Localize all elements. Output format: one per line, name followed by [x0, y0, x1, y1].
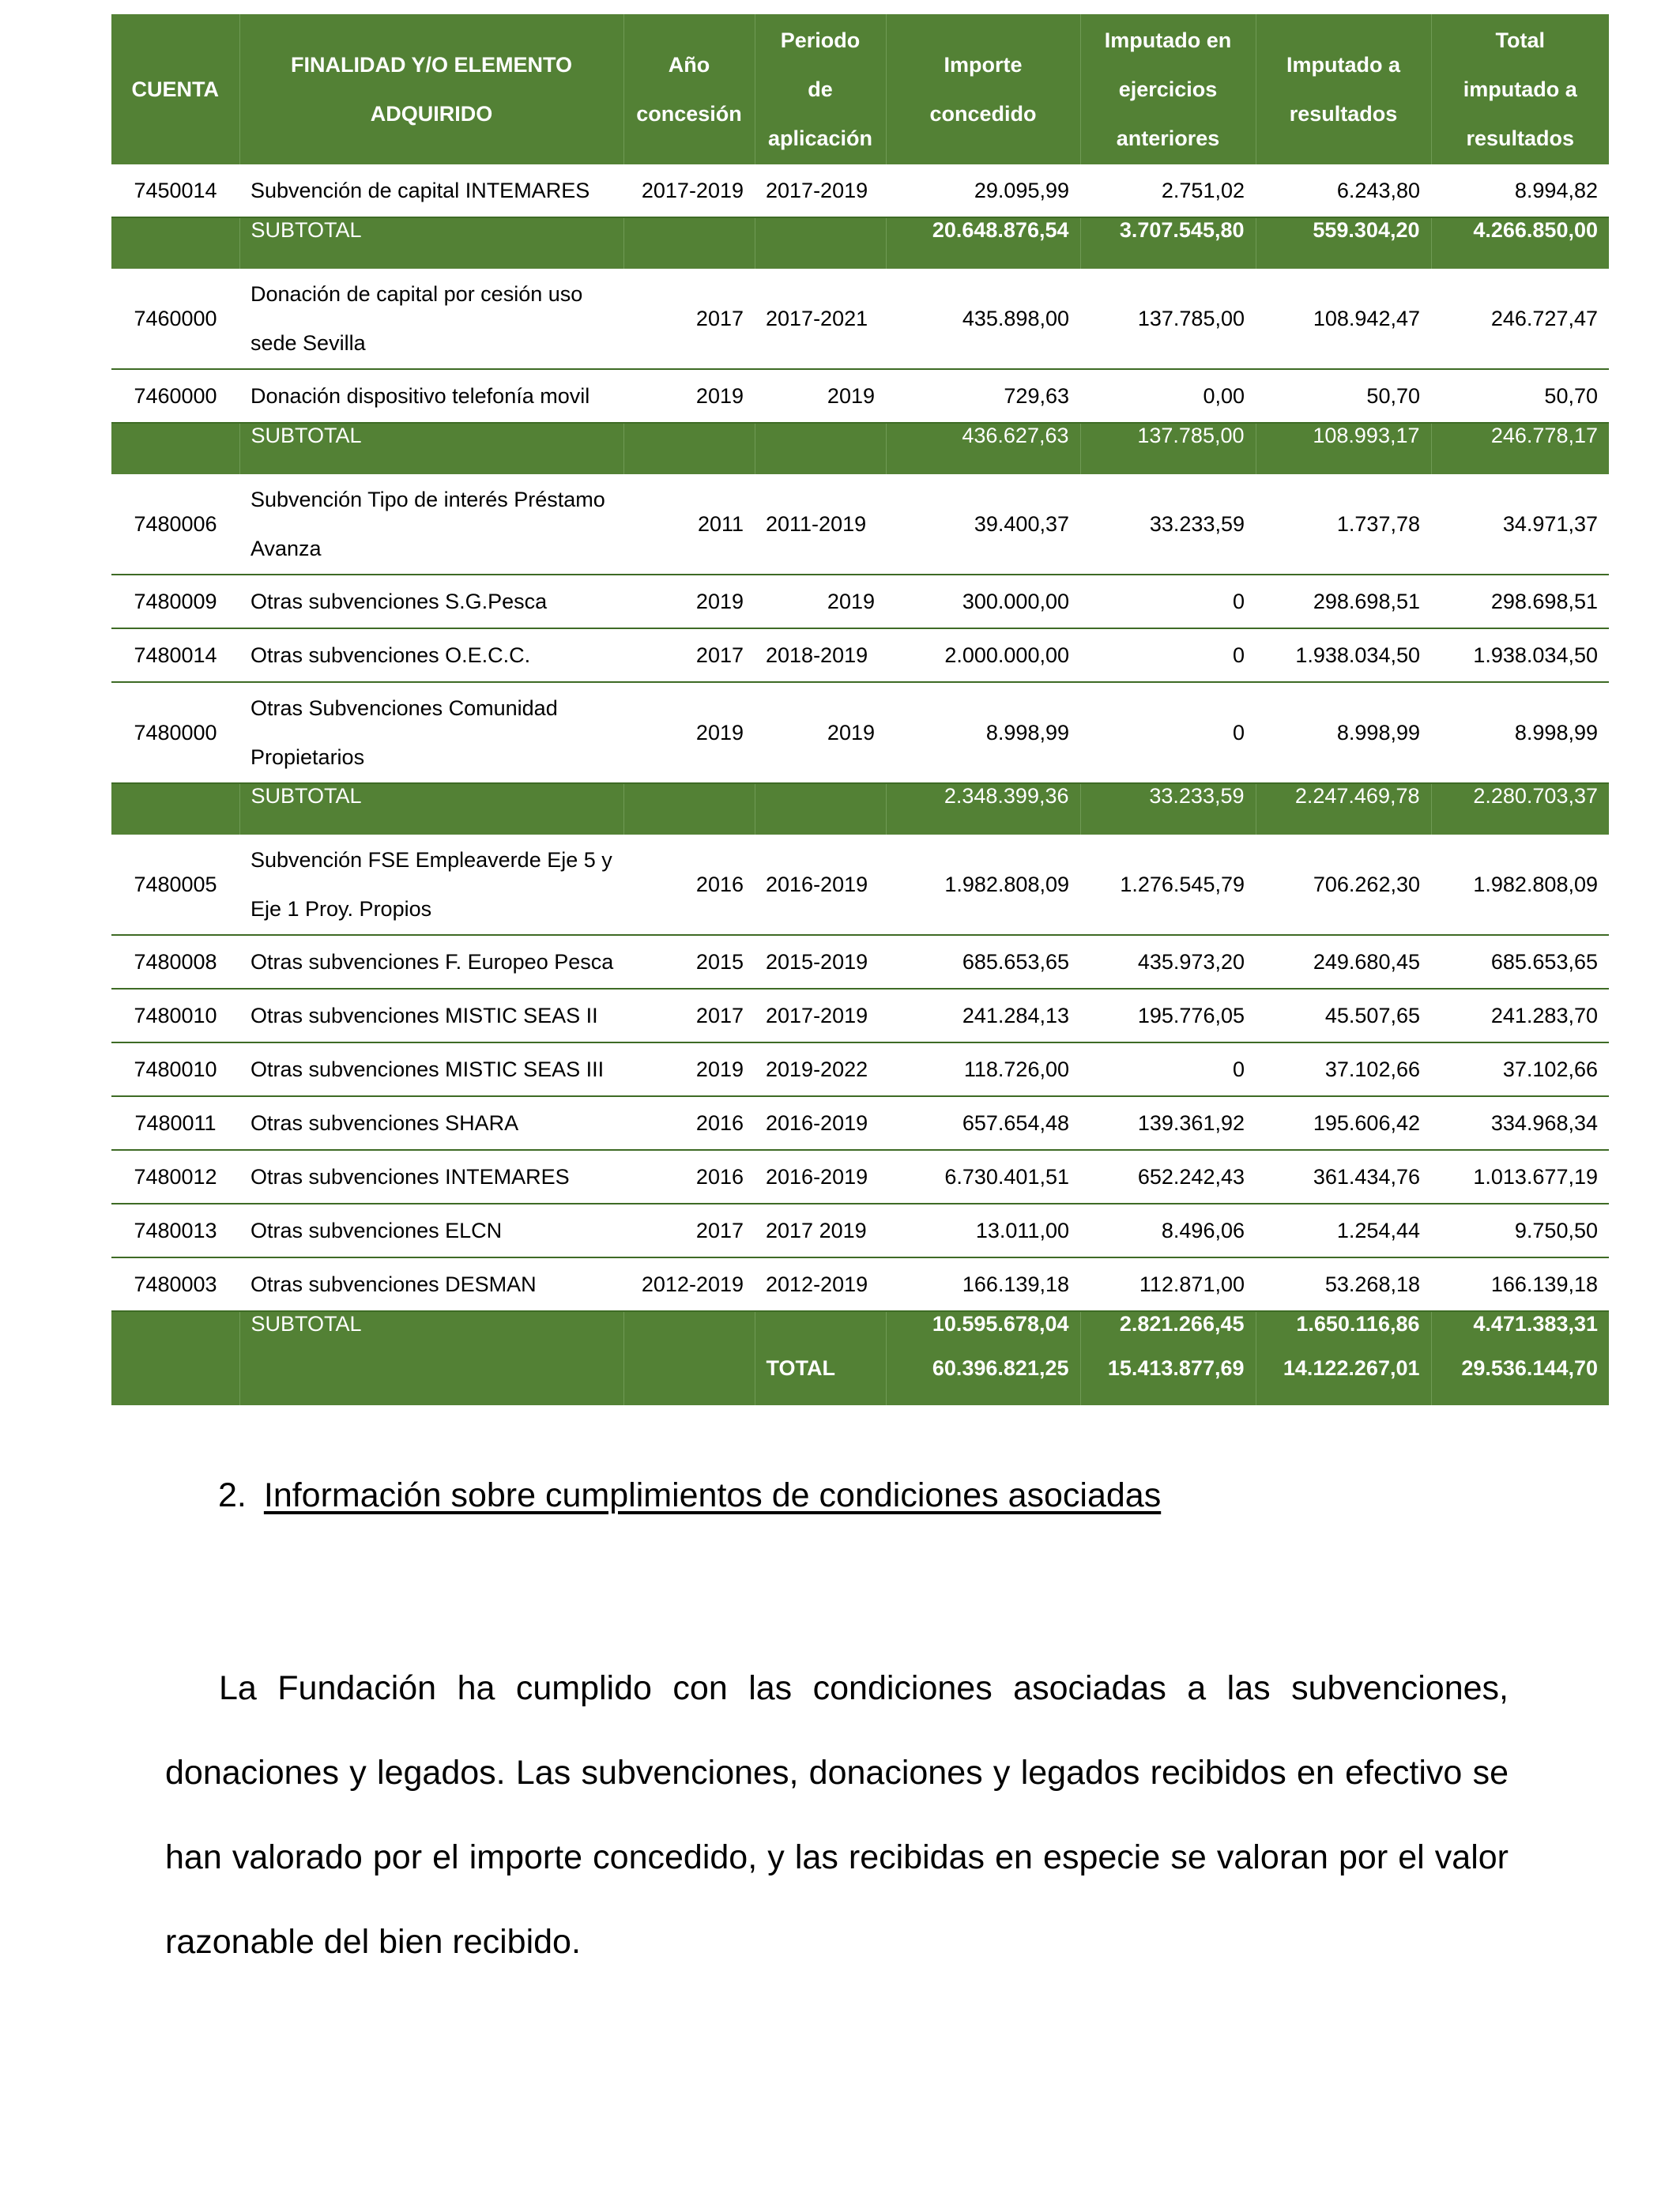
- subtotal-label: SUBTOTAL: [239, 423, 623, 474]
- table-row: [111, 269, 1609, 369]
- table-row: [111, 1204, 1609, 1257]
- header-imputado-resultados: Imputado a resultados: [1256, 14, 1431, 164]
- cell-imputado-resultados: 1.938.034,50: [1256, 628, 1431, 682]
- cell-total: 37.102,66: [1431, 1042, 1609, 1096]
- cell-importe: 685.653,65: [886, 935, 1080, 989]
- cell-anio: 2016: [623, 1150, 755, 1204]
- cell-periodo: 2012-2019: [755, 1257, 886, 1311]
- cell-imputado-resultados: 1.254,44: [1256, 1204, 1431, 1257]
- subtotal-total: 2.280.703,37: [1431, 783, 1609, 835]
- cell-total: 34.971,37: [1431, 474, 1609, 575]
- cell-imputado-anteriores: 33.233,59: [1080, 474, 1256, 575]
- cell-cuenta: 7480013: [111, 1204, 239, 1257]
- table-row: [111, 628, 1609, 682]
- subtotal-resultados: 108.993,17: [1256, 423, 1431, 474]
- cell-descripcion: Otras subvenciones DESMAN: [239, 1257, 623, 1311]
- cell-imputado-anteriores: 8.496,06: [1080, 1204, 1256, 1257]
- table-row: [111, 164, 1609, 217]
- cell-imputado-anteriores: 435.973,20: [1080, 935, 1256, 989]
- cell-periodo: 2016-2019: [755, 1096, 886, 1150]
- cell-periodo: 2018-2019: [755, 628, 886, 682]
- cell-cuenta: 7480009: [111, 575, 239, 628]
- cell-imputado-resultados: 37.102,66: [1256, 1042, 1431, 1096]
- cell-imputado-resultados: 108.942,47: [1256, 269, 1431, 369]
- cell-total: 334.968,34: [1431, 1096, 1609, 1150]
- table-row: [111, 474, 1609, 575]
- cell-anio: 2017: [623, 1204, 755, 1257]
- table-row: [111, 1257, 1609, 1311]
- cell-imputado-anteriores: 0: [1080, 628, 1256, 682]
- subtotal-anteriores: 2.821.266,45: [1080, 1311, 1256, 1356]
- table-row: [111, 989, 1609, 1042]
- subtotal-resultados: 559.304,20: [1256, 217, 1431, 269]
- cell-imputado-anteriores: 139.361,92: [1080, 1096, 1256, 1150]
- subtotal-total: 246.778,17: [1431, 423, 1609, 474]
- cell-periodo: 2017-2021: [755, 269, 886, 369]
- cell-imputado-resultados: 249.680,45: [1256, 935, 1431, 989]
- cell-imputado-resultados: 195.606,42: [1256, 1096, 1431, 1150]
- header-periodo: Periodo de aplicación: [755, 14, 886, 164]
- cell-importe: 29.095,99: [886, 164, 1080, 217]
- cell-importe: 39.400,37: [886, 474, 1080, 575]
- cell-periodo: 2019-2022: [755, 1042, 886, 1096]
- cell-cuenta: 7460000: [111, 269, 239, 369]
- cell-imputado-anteriores: 112.871,00: [1080, 1257, 1256, 1311]
- header-finalidad: FINALIDAD Y/O ELEMENTO ADQUIRIDO: [239, 14, 623, 164]
- cell-cuenta: 7450014: [111, 164, 239, 217]
- cell-descripcion: Otras Subvenciones Comunidad Propietarios: [239, 682, 623, 783]
- subtotal-resultados: 1.650.116,86: [1256, 1311, 1431, 1356]
- cell-imputado-anteriores: 1.276.545,79: [1080, 835, 1256, 935]
- cell-descripcion: Otras subvenciones O.E.C.C.: [239, 628, 623, 682]
- cell-descripcion: Otras subvenciones MISTIC SEAS II: [239, 989, 623, 1042]
- cell-imputado-anteriores: 195.776,05: [1080, 989, 1256, 1042]
- subtotal-importe: 436.627,63: [886, 423, 1080, 474]
- table-row: [111, 835, 1609, 935]
- cell-periodo: 2017-2019: [755, 989, 886, 1042]
- cell-anio: 2019: [623, 575, 755, 628]
- cell-anio: 2017-2019: [623, 164, 755, 217]
- total-resultados: 14.122.267,01: [1256, 1356, 1431, 1405]
- cell-total: 9.750,50: [1431, 1204, 1609, 1257]
- cell-descripcion: Donación de capital por cesión uso sede Sevilla: [239, 269, 623, 369]
- subtotal-label: SUBTOTAL: [239, 783, 623, 835]
- cell-imputado-anteriores: 0: [1080, 682, 1256, 783]
- cell-imputado-resultados: 45.507,65: [1256, 989, 1431, 1042]
- cell-imputado-resultados: 50,70: [1256, 369, 1431, 423]
- subtotal-row: [111, 423, 1609, 474]
- cell-anio: 2016: [623, 835, 755, 935]
- header-total-imputado: Total imputado a resultados: [1431, 14, 1609, 164]
- total-label: TOTAL: [755, 1356, 886, 1405]
- table-row: [111, 369, 1609, 423]
- cell-importe: 241.284,13: [886, 989, 1080, 1042]
- cell-cuenta: 7480005: [111, 835, 239, 935]
- cell-imputado-resultados: 361.434,76: [1256, 1150, 1431, 1204]
- subtotal-total: 4.471.383,31: [1431, 1311, 1609, 1356]
- table-row: [111, 682, 1609, 783]
- cell-periodo: 2017 2019: [755, 1204, 886, 1257]
- header-cuenta: CUENTA: [111, 14, 239, 164]
- table-row: [111, 1096, 1609, 1150]
- cell-descripcion: Otras subvenciones MISTIC SEAS III: [239, 1042, 623, 1096]
- cell-importe: 8.998,99: [886, 682, 1080, 783]
- cell-cuenta: 7480006: [111, 474, 239, 575]
- cell-periodo: 2019: [755, 575, 886, 628]
- subtotal-anteriores: 137.785,00: [1080, 423, 1256, 474]
- table-row: [111, 1150, 1609, 1204]
- cell-descripcion: Subvención Tipo de interés Préstamo Avanza: [239, 474, 623, 575]
- section-title: Información sobre cumplimientos de condiciones asociadas: [263, 1476, 1162, 1514]
- cell-importe: 2.000.000,00: [886, 628, 1080, 682]
- cell-periodo: 2016-2019: [755, 835, 886, 935]
- cell-imputado-resultados: 6.243,80: [1256, 164, 1431, 217]
- cell-cuenta: 7480011: [111, 1096, 239, 1150]
- cell-imputado-resultados: 1.737,78: [1256, 474, 1431, 575]
- cell-anio: 2019: [623, 369, 755, 423]
- cell-total: 8.998,99: [1431, 682, 1609, 783]
- cell-imputado-anteriores: 0: [1080, 1042, 1256, 1096]
- table-header-row: [111, 14, 1609, 164]
- cell-cuenta: 7480003: [111, 1257, 239, 1311]
- cell-importe: 729,63: [886, 369, 1080, 423]
- header-importe: Importe concedido: [886, 14, 1080, 164]
- cell-imputado-resultados: 53.268,18: [1256, 1257, 1431, 1311]
- subtotal-row: [111, 783, 1609, 835]
- cell-total: 298.698,51: [1431, 575, 1609, 628]
- cell-anio: 2016: [623, 1096, 755, 1150]
- cell-imputado-anteriores: 652.242,43: [1080, 1150, 1256, 1204]
- subtotal-anteriores: 33.233,59: [1080, 783, 1256, 835]
- subtotal-resultados: 2.247.469,78: [1256, 783, 1431, 835]
- cell-importe: 300.000,00: [886, 575, 1080, 628]
- subtotal-anteriores: 3.707.545,80: [1080, 217, 1256, 269]
- cell-descripcion: Otras subvenciones F. Europeo Pesca: [239, 935, 623, 989]
- cell-importe: 118.726,00: [886, 1042, 1080, 1096]
- cell-descripcion: Subvención FSE Empleaverde Eje 5 y Eje 1 Proy. Propios: [239, 835, 623, 935]
- subvenciones-table: [111, 14, 1609, 1405]
- cell-periodo: 2019: [755, 369, 886, 423]
- cell-cuenta: 7480000: [111, 682, 239, 783]
- cell-total: 685.653,65: [1431, 935, 1609, 989]
- cell-periodo: 2015-2019: [755, 935, 886, 989]
- cell-anio: 2019: [623, 1042, 755, 1096]
- table-row: [111, 575, 1609, 628]
- cell-anio: 2017: [623, 269, 755, 369]
- cell-cuenta: 7460000: [111, 369, 239, 423]
- cell-descripcion: Otras subvenciones SHARA: [239, 1096, 623, 1150]
- cell-imputado-anteriores: 0: [1080, 575, 1256, 628]
- cell-cuenta: 7480012: [111, 1150, 239, 1204]
- cell-cuenta: 7480008: [111, 935, 239, 989]
- cell-total: 8.994,82: [1431, 164, 1609, 217]
- subtotal-importe: 10.595.678,04: [886, 1311, 1080, 1356]
- cell-total: 1.982.808,09: [1431, 835, 1609, 935]
- body-paragraph: La Fundación ha cumplido con las condiciones asociadas a las subvenciones, donaciones y legados. Las subvenciones, donaciones y legados recibidos en efectivo se han valorado por el importe concedido, y las recibidas en especie se valoran por el valor razonable del bien recibido.: [165, 1669, 1509, 1961]
- cell-anio: 2015: [623, 935, 755, 989]
- cell-descripcion: Otras subvenciones ELCN: [239, 1204, 623, 1257]
- subtotal-label: SUBTOTAL: [239, 217, 623, 269]
- subtotal-row: [111, 1311, 1609, 1356]
- cell-cuenta: 7480010: [111, 989, 239, 1042]
- cell-cuenta: 7480010: [111, 1042, 239, 1096]
- cell-total: 1.013.677,19: [1431, 1150, 1609, 1204]
- cell-anio: 2012-2019: [623, 1257, 755, 1311]
- cell-periodo: 2016-2019: [755, 1150, 886, 1204]
- table-row: [111, 935, 1609, 989]
- cell-anio: 2017: [623, 989, 755, 1042]
- total-row: [111, 1356, 1609, 1405]
- cell-importe: 13.011,00: [886, 1204, 1080, 1257]
- cell-anio: 2019: [623, 682, 755, 783]
- cell-imputado-resultados: 706.262,30: [1256, 835, 1431, 935]
- cell-anio: 2017: [623, 628, 755, 682]
- cell-importe: 6.730.401,51: [886, 1150, 1080, 1204]
- cell-total: 246.727,47: [1431, 269, 1609, 369]
- cell-descripcion: Subvención de capital INTEMARES: [239, 164, 623, 217]
- cell-total: 241.283,70: [1431, 989, 1609, 1042]
- header-anio: Año concesión: [623, 14, 755, 164]
- cell-anio: 2011: [623, 474, 755, 575]
- cell-periodo: 2017-2019: [755, 164, 886, 217]
- cell-periodo: 2011-2019: [755, 474, 886, 575]
- cell-descripcion: Otras subvenciones S.G.Pesca: [239, 575, 623, 628]
- subtotal-total: 4.266.850,00: [1431, 217, 1609, 269]
- section-number: 2.: [218, 1476, 247, 1514]
- cell-periodo: 2019: [755, 682, 886, 783]
- subtotal-label: SUBTOTAL: [239, 1311, 623, 1356]
- cell-cuenta: 7480014: [111, 628, 239, 682]
- total-importe: 60.396.821,25: [886, 1356, 1080, 1405]
- cell-descripcion: Otras subvenciones INTEMARES: [239, 1150, 623, 1204]
- cell-imputado-anteriores: 137.785,00: [1080, 269, 1256, 369]
- subtotal-importe: 2.348.399,36: [886, 783, 1080, 835]
- cell-total: 166.139,18: [1431, 1257, 1609, 1311]
- cell-importe: 166.139,18: [886, 1257, 1080, 1311]
- cell-importe: 657.654,48: [886, 1096, 1080, 1150]
- section-heading: [218, 1476, 1161, 1515]
- header-imputado-anteriores: Imputado en ejercicios anteriores: [1080, 14, 1256, 164]
- subtotal-row: [111, 217, 1609, 269]
- cell-descripcion: Donación dispositivo telefonía movil: [239, 369, 623, 423]
- total-total: 29.536.144,70: [1431, 1356, 1609, 1405]
- cell-imputado-anteriores: 2.751,02: [1080, 164, 1256, 217]
- cell-importe: 435.898,00: [886, 269, 1080, 369]
- cell-importe: 1.982.808,09: [886, 835, 1080, 935]
- cell-imputado-resultados: 8.998,99: [1256, 682, 1431, 783]
- cell-imputado-resultados: 298.698,51: [1256, 575, 1431, 628]
- subtotal-importe: 20.648.876,54: [886, 217, 1080, 269]
- cell-imputado-anteriores: 0,00: [1080, 369, 1256, 423]
- cell-total: 50,70: [1431, 369, 1609, 423]
- total-anteriores: 15.413.877,69: [1080, 1356, 1256, 1405]
- cell-total: 1.938.034,50: [1431, 628, 1609, 682]
- table-row: [111, 1042, 1609, 1096]
